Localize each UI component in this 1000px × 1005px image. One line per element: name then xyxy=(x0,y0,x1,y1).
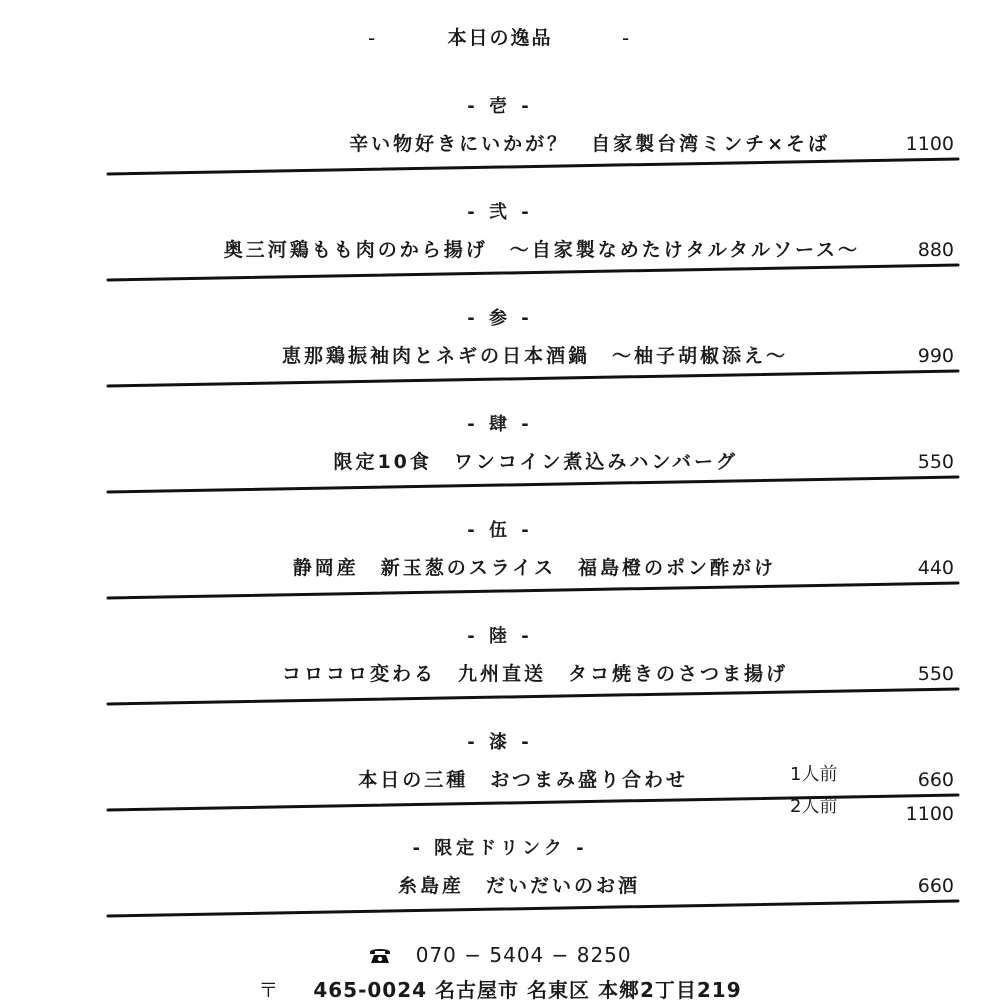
section-label: - 限定ドリンク - xyxy=(412,838,588,859)
section-divider xyxy=(0,892,1000,922)
footer-phone xyxy=(0,940,1000,972)
postal-mark: 〒 xyxy=(258,978,280,1002)
menu-item-price: 550 xyxy=(917,451,954,473)
section-label: - 陸 - xyxy=(467,626,533,647)
section-divider xyxy=(0,150,1000,180)
menu-item-name: 奥三河鶏もも肉のから揚げ ～自家製なめたけタルタルソース～ xyxy=(223,239,860,261)
menu-item-price: 440 xyxy=(917,557,954,579)
address-text: 465-0024 名古屋市 名東区 本郷2丁目219 xyxy=(313,978,742,1002)
section-divider xyxy=(0,362,1000,392)
menu-item-name: 静岡産 新玉葱のスライス 福島橙のポン酢がけ xyxy=(292,557,776,579)
section-label: - 参 - xyxy=(467,308,533,329)
menu-item-price: 880 xyxy=(917,239,954,261)
menu-item-price: 550 xyxy=(917,663,954,685)
menu-header xyxy=(0,22,1000,54)
portion-double-price: 1100 xyxy=(905,803,954,825)
portion-single-label: 1人前 xyxy=(790,764,838,785)
menu-item-name: 恵那鶏振袖肉とネギの日本酒鍋 ～柚子胡椒添え～ xyxy=(281,345,788,367)
section-label: - 伍 - xyxy=(467,520,533,541)
menu-item-price: 990 xyxy=(917,345,954,367)
phone-number: 070 − 5404 − 8250 xyxy=(415,943,632,967)
header-right-dash: - xyxy=(622,26,630,50)
menu-item-name: コロコロ変わる 九州直送 タコ焼きのさつま揚げ xyxy=(281,663,788,685)
section-divider xyxy=(0,574,1000,604)
telephone-icon xyxy=(368,942,392,972)
menu-item-price: 660 xyxy=(917,875,954,897)
section-label: - 壱 - xyxy=(467,96,533,117)
section-divider xyxy=(0,786,1000,816)
footer-address xyxy=(0,975,1000,1005)
menu-item-price: 1100 xyxy=(905,133,954,155)
section-divider xyxy=(0,256,1000,286)
portion-double-label: 2人前 xyxy=(790,796,838,817)
section-divider xyxy=(0,468,1000,498)
menu-item-name: 糸島産 だいだいのお酒 xyxy=(397,875,640,897)
section-divider xyxy=(0,680,1000,710)
menu-item-name: 限定10食 ワンコイン煮込みハンバーグ xyxy=(333,451,738,473)
menu-item-name: 本日の三種 おつまみ盛り合わせ xyxy=(358,769,688,791)
menu-item-name: 辛い物好きにいかが？ 自家製台湾ミンチ×そば xyxy=(349,133,830,155)
section-label: - 肆 - xyxy=(467,414,533,435)
section-label: - 弐 - xyxy=(467,202,533,223)
header-left-dash: - xyxy=(368,26,376,50)
section-label: - 漆 - xyxy=(467,732,533,753)
menu-title: 本日の逸品 xyxy=(447,27,553,49)
menu-item-price: 660 xyxy=(917,769,954,791)
